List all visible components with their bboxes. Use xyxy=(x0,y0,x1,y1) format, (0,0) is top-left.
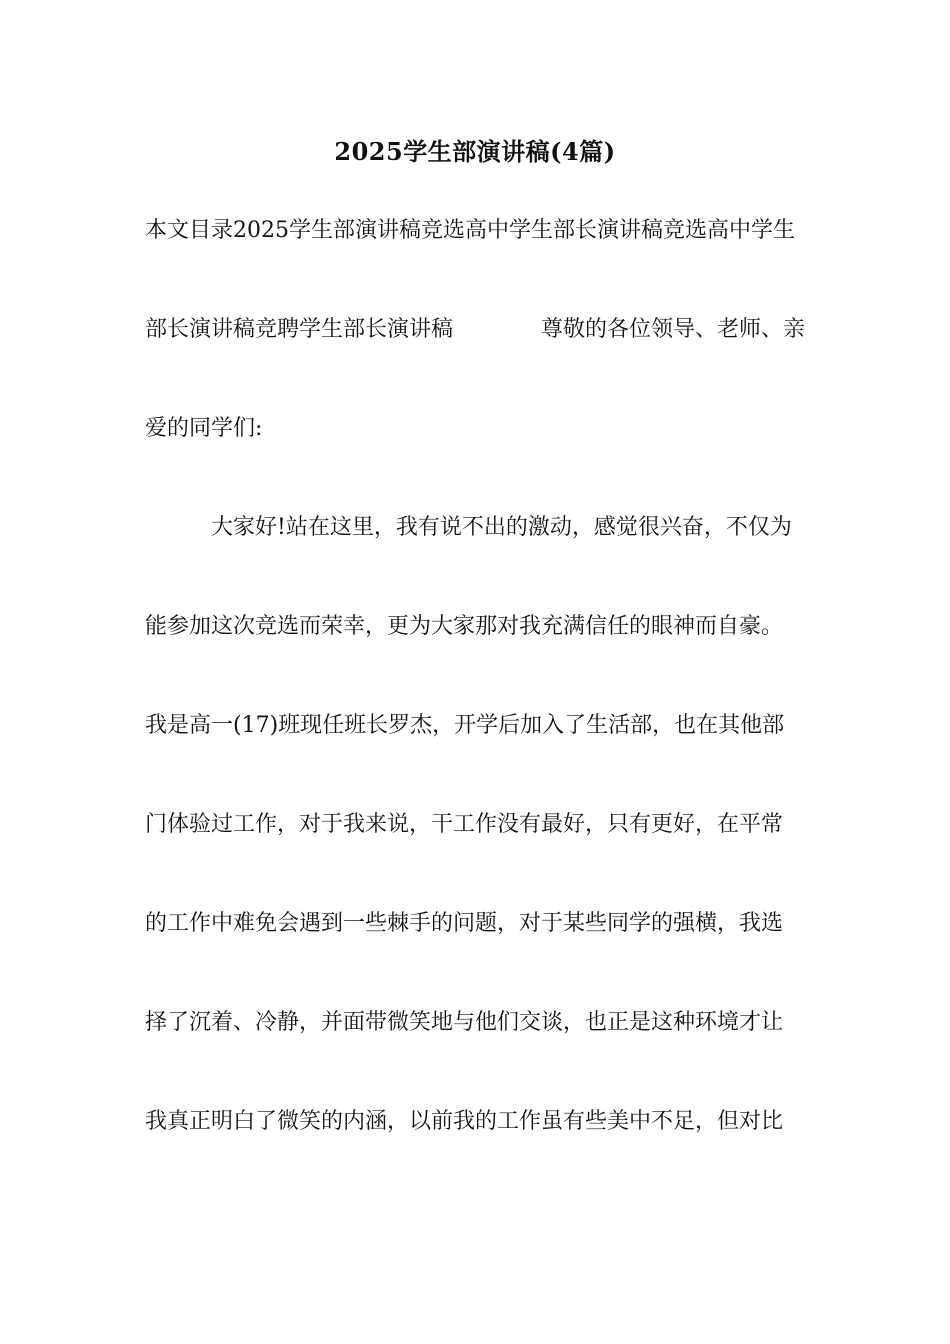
toc-line-2-right: 尊敬的各位领导、老师、亲 xyxy=(540,317,805,342)
body-line: 我是高一(17)班现任班长罗杰，开学后加入了生活部，也在其他部 xyxy=(145,713,785,738)
body-line: 我真正明白了微笑的内涵，以前我的工作虽有些美中不足，但对比 xyxy=(145,1109,784,1134)
toc-line-2 xyxy=(145,315,805,345)
salutation-line: 爱的同学们: xyxy=(145,416,263,441)
body-line: 的工作中难免会遇到一些棘手的问题，对于某些同学的强横，我选 xyxy=(145,911,784,936)
body-line: 能参加这次竞选而荣幸，更为大家那对我充满信任的眼神而自豪。 xyxy=(145,614,784,639)
document-title: 2025学生部演讲稿(4篇) xyxy=(334,137,616,166)
body-line: 大家好!站在这里，我有说不出的激动，感觉很兴奋，不仅为 xyxy=(211,515,792,540)
toc-line-2-left: 部长演讲稿竞聘学生部长演讲稿 xyxy=(145,317,454,342)
body-line: 门体验过工作，对于我来说，干工作没有最好，只有更好，在平常 xyxy=(145,812,784,837)
body-line: 择了沉着、冷静，并面带微笑地与他们交谈，也正是这种环境才让 xyxy=(145,1010,784,1035)
toc-line-1: 本文目录2025学生部演讲稿竞选高中学生部长演讲稿竞选高中学生 xyxy=(145,218,795,243)
